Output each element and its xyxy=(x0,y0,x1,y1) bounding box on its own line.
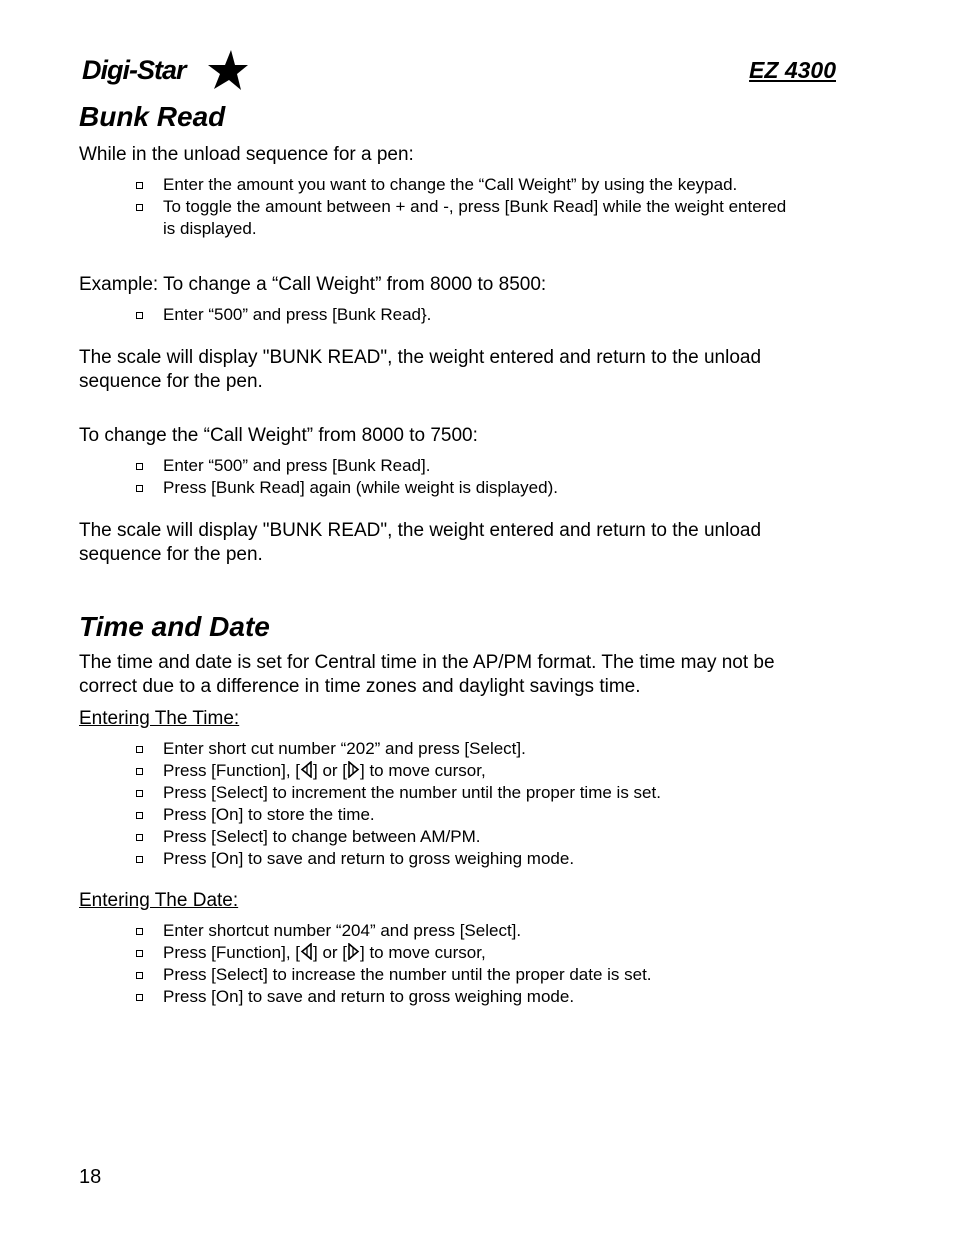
time-date-intro: The time and date is set for Central time in the AP/PM format. The time may not be correct due to a difference in time zones and daylight savings time. xyxy=(79,652,775,697)
bunk-read-intro: While in the unload sequence for a pen: xyxy=(79,144,414,165)
entering-time-heading: Entering The Time: xyxy=(79,708,240,729)
checkbox-bullet-icon xyxy=(136,312,143,319)
list-item: Press [Function], [ ] or [ ] to move cursor, xyxy=(79,942,839,964)
section-title-time-date: Time and Date xyxy=(79,611,270,642)
list-item: Press [On] to save and return to gross weighing mode. xyxy=(79,848,839,870)
list-item: Enter short cut number “202” and press [Select]. xyxy=(79,738,839,760)
checkbox-bullet-icon xyxy=(136,856,143,863)
checkbox-bullet-icon xyxy=(136,204,143,211)
list-item: Enter the amount you want to change the “Call Weight” by using the keypad. xyxy=(79,174,839,196)
checkbox-bullet-icon xyxy=(136,790,143,797)
page-number: 18 xyxy=(79,1166,102,1188)
result-text: The scale will display "BUNK READ", the weight entered and return to the unload sequence for the pen. xyxy=(79,347,762,392)
left-arrow-icon xyxy=(300,761,313,778)
list-item: Enter “500” and press [Bunk Read]. xyxy=(79,455,839,477)
logo-text: Digi-Star xyxy=(82,55,186,85)
checkbox-bullet-icon xyxy=(136,928,143,935)
list-item: Press [On] to save and return to gross weighing mode. xyxy=(79,986,839,1008)
right-arrow-icon xyxy=(347,761,360,778)
checkbox-bullet-icon xyxy=(136,463,143,470)
checkbox-bullet-icon xyxy=(136,972,143,979)
entering-date-heading: Entering The Date: xyxy=(79,890,239,911)
checkbox-bullet-icon xyxy=(136,485,143,492)
list-item: Press [Select] to increment the number until the proper time is set. xyxy=(79,782,839,804)
star-icon xyxy=(208,48,248,92)
time-date-section xyxy=(79,610,839,1008)
change-text: To change the “Call Weight” from 8000 to 7500: xyxy=(79,425,478,446)
left-arrow-icon xyxy=(300,943,313,960)
date-steps-list xyxy=(79,920,839,1008)
list-item: Enter “500” and press [Bunk Read}. xyxy=(79,304,839,326)
bunk-read-section xyxy=(79,100,839,567)
checkbox-bullet-icon xyxy=(136,746,143,753)
result-text: The scale will display "BUNK READ", the weight entered and return to the unload sequence for the pen. xyxy=(79,520,762,565)
bullet-list xyxy=(79,304,839,326)
bullet-list xyxy=(79,174,839,240)
model-name: EZ 4300 xyxy=(749,57,836,83)
checkbox-bullet-icon xyxy=(136,950,143,957)
right-arrow-icon xyxy=(347,943,360,960)
time-steps-list xyxy=(79,738,839,870)
list-item: To toggle the amount between + and -, press [Bunk Read] while the weight entered is displayed. xyxy=(79,196,839,240)
checkbox-bullet-icon xyxy=(136,994,143,1001)
checkbox-bullet-icon xyxy=(136,812,143,819)
section-title-bunk-read: Bunk Read xyxy=(79,101,226,132)
digi-star-logo xyxy=(82,48,247,92)
bullet-list xyxy=(79,455,839,499)
checkbox-bullet-icon xyxy=(136,768,143,775)
checkbox-bullet-icon xyxy=(136,182,143,189)
list-item: Press [Select] to increase the number until the proper date is set. xyxy=(79,964,839,986)
list-item: Press [On] to store the time. xyxy=(79,804,839,826)
example-text: Example: To change a “Call Weight” from 8000 to 8500: xyxy=(79,274,547,295)
list-item: Press [Function], [ ] or [ ] to move cursor, xyxy=(79,760,839,782)
list-item: Press [Bunk Read] again (while weight is displayed). xyxy=(79,477,839,499)
list-item: Press [Select] to change between AM/PM. xyxy=(79,826,839,848)
list-item: Enter shortcut number “204” and press [Select]. xyxy=(79,920,839,942)
checkbox-bullet-icon xyxy=(136,834,143,841)
